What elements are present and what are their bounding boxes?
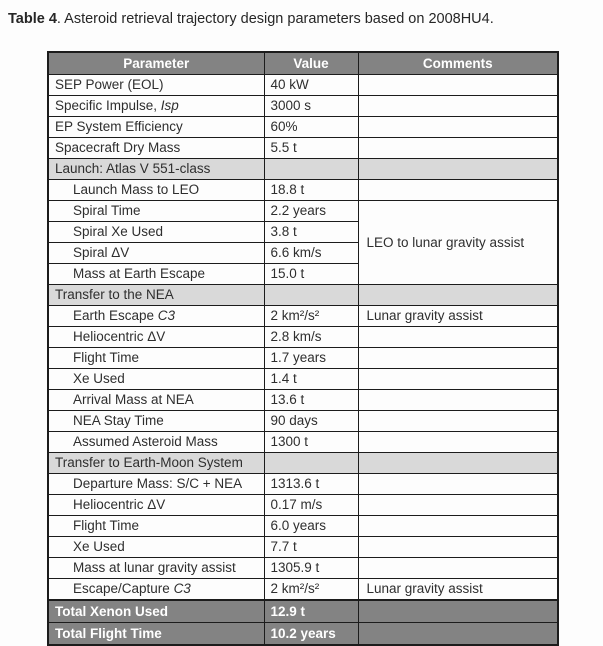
table-row [48,138,558,159]
table-row [48,411,558,432]
value-cell: 6.0 years [264,516,358,537]
comment-cell [358,285,558,306]
parameter-cell: Transfer to the NEA [48,285,264,306]
section-header-row [48,159,558,180]
value-cell: 2.8 km/s [264,327,358,348]
parameter-cell: Spiral Time [48,201,264,222]
table-caption-label: Table 4 [8,11,57,27]
comment-cell [358,96,558,117]
table-header [48,52,558,75]
parameter-symbol: C3 [157,308,176,323]
value-cell: 18.8 t [264,180,358,201]
parameter-cell: Flight Time [48,348,264,369]
comment-cell [358,537,558,558]
value-cell: 5.5 t [264,138,358,159]
value-cell: 2.2 years [264,201,358,222]
table-row [48,96,558,117]
value-cell: 2 km²/s² [264,579,358,601]
parameter-cell: Escape/Capture C3 [48,579,264,601]
parameter-cell: Total Xenon Used [48,600,264,623]
comment-cell [358,411,558,432]
comment-cell [358,432,558,453]
parameter-cell: Launch: Atlas V 551-class [48,159,264,180]
comment-cell [358,495,558,516]
parameter-cell: Specific Impulse, Isp [48,96,264,117]
parameter-cell: Spiral ΔV [48,243,264,264]
comment-cell [358,453,558,474]
value-cell: 90 days [264,411,358,432]
table-row [48,180,558,201]
table-row [48,117,558,138]
parameter-cell: Spiral Xe Used [48,222,264,243]
value-cell: 12.9 t [264,600,358,623]
table-row [48,75,558,96]
value-cell [264,159,358,180]
column-header-parameter: Parameter [48,52,264,75]
parameter-cell: Xe Used [48,537,264,558]
table-caption [8,11,494,27]
parameter-cell: EP System Efficiency [48,117,264,138]
parameter-cell: Spacecraft Dry Mass [48,138,264,159]
table-row [48,579,558,601]
parameter-cell: SEP Power (EOL) [48,75,264,96]
value-cell: 1.7 years [264,348,358,369]
value-cell [264,453,358,474]
comment-cell [358,348,558,369]
parameter-cell: Launch Mass to LEO [48,180,264,201]
value-cell: 1300 t [264,432,358,453]
comment-cell: Lunar gravity assist [358,579,558,601]
parameter-cell: NEA Stay Time [48,411,264,432]
parameter-cell: Xe Used [48,369,264,390]
comment-cell [358,623,558,646]
table-row [48,474,558,495]
table-row [48,390,558,411]
value-cell: 15.0 t [264,264,358,285]
table-row [48,201,558,222]
value-cell: 1.4 t [264,369,358,390]
comment-cell [358,390,558,411]
comment-cell [358,558,558,579]
comment-cell [358,516,558,537]
value-cell: 40 kW [264,75,358,96]
parameter-cell: Transfer to Earth-Moon System [48,453,264,474]
parameter-symbol: C3 [173,581,191,596]
value-cell: 1305.9 t [264,558,358,579]
comment-cell [358,159,558,180]
comment-cell [358,75,558,96]
table-row [48,306,558,327]
parameter-cell: Assumed Asteroid Mass [48,432,264,453]
value-cell: 1313.6 t [264,474,358,495]
parameter-cell: Mass at lunar gravity assist [48,558,264,579]
comment-cell: Lunar gravity assist [358,306,558,327]
value-cell: 0.17 m/s [264,495,358,516]
value-cell: 2 km²/s² [264,306,358,327]
value-cell: 3000 s [264,96,358,117]
parameter-cell: Heliocentric ΔV [48,495,264,516]
table-row [48,348,558,369]
section-header-row [48,453,558,474]
comment-cell [358,369,558,390]
comment-cell [358,180,558,201]
comment-cell [358,117,558,138]
parameter-cell: Arrival Mass at NEA [48,390,264,411]
total-row [48,600,558,623]
value-cell: 10.2 years [264,623,358,646]
comment-cell [358,138,558,159]
value-cell: 6.6 km/s [264,243,358,264]
table-row [48,369,558,390]
parameter-cell: Earth Escape C3 [48,306,264,327]
total-row [48,623,558,646]
parameter-cell: Departure Mass: S/C + NEA [48,474,264,495]
parameter-cell: Heliocentric ΔV [48,327,264,348]
comment-cell [358,327,558,348]
table-row [48,495,558,516]
value-cell: 3.8 t [264,222,358,243]
trajectory-parameters-table [47,51,559,646]
value-cell: 60% [264,117,358,138]
column-header-comments: Comments [358,52,558,75]
parameter-cell: Flight Time [48,516,264,537]
section-header-row [48,285,558,306]
value-cell: 7.7 t [264,537,358,558]
table-row [48,516,558,537]
column-header-value: Value [264,52,358,75]
table-row [48,327,558,348]
parameter-cell: Total Flight Time [48,623,264,646]
comment-cell [358,600,558,623]
table-caption-text: . Asteroid retrieval trajectory design parameters based on 2008HU4. [56,11,494,27]
comment-cell: LEO to lunar gravity assist [358,201,558,285]
value-cell [264,285,358,306]
table-body [48,75,558,646]
value-cell: 13.6 t [264,390,358,411]
table-row [48,432,558,453]
parameter-cell: Mass at Earth Escape [48,264,264,285]
header-row [48,52,558,75]
parameter-symbol: Isp [160,98,179,113]
table-row [48,537,558,558]
table-row [48,558,558,579]
comment-cell [358,474,558,495]
